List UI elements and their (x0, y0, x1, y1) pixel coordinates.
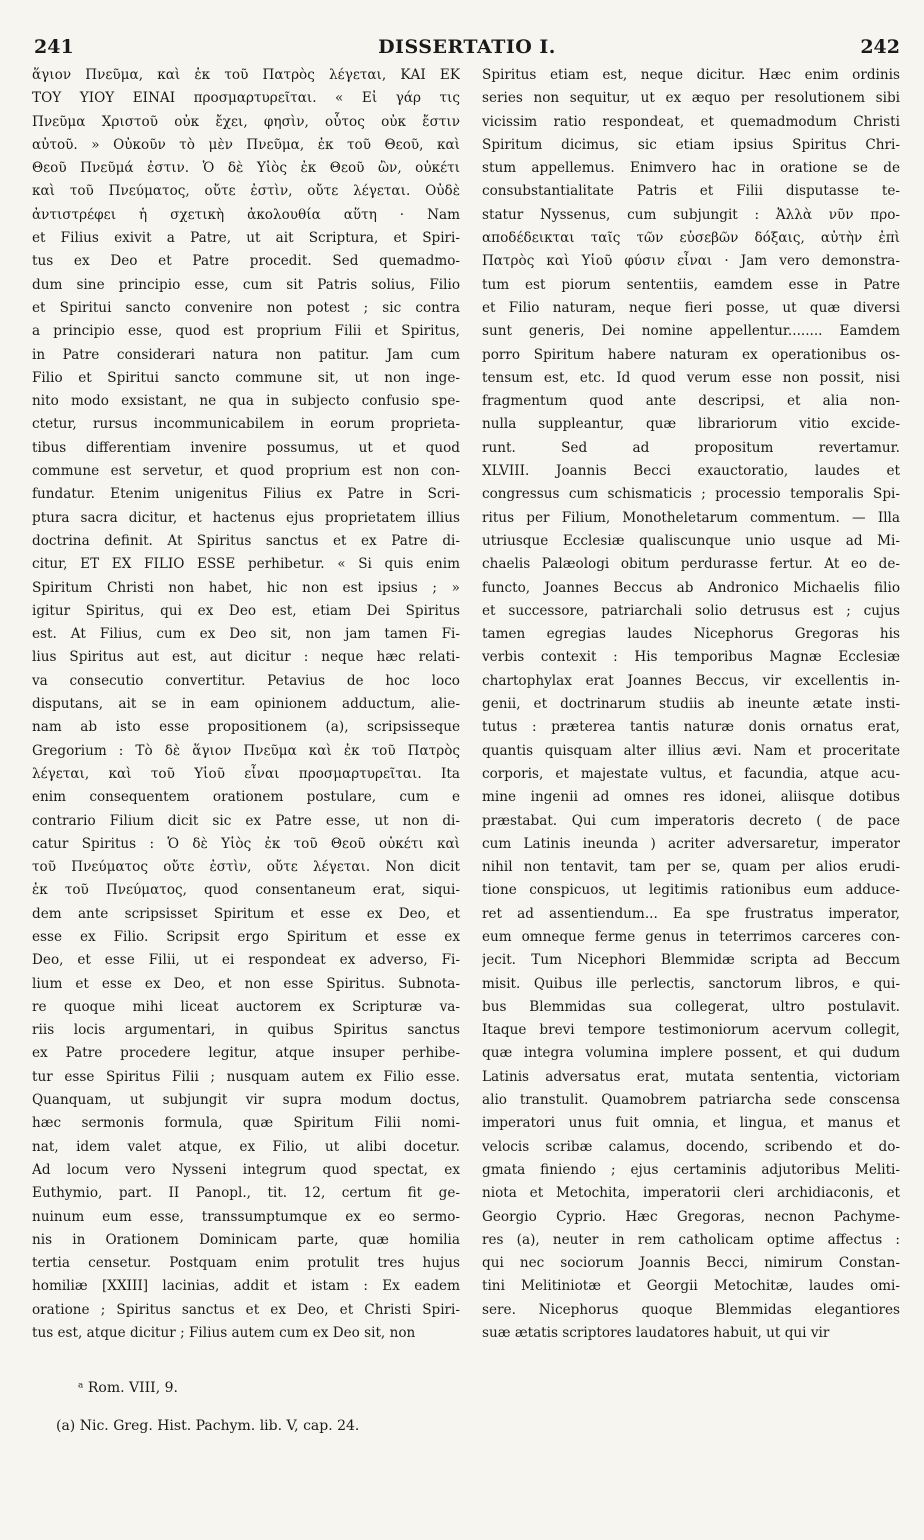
text-line: ἅγιον Πνεῦμα, καὶ ἐκ τοῦ Πατρὸς λέγεται, ΚΑΙ ΕΚ (32, 67, 460, 83)
text-line: est. At Filius, cum ex Deo sit, non jam tamen Fi- (32, 626, 460, 643)
text-line: tione conspicuos, ut legitimis rationibus eum adduce- (482, 882, 900, 899)
text-line: ritus per Filium, Monotheletarum commentum. — Illa (482, 509, 900, 526)
text-line: disputans, ait se in eam opinionem adductum, alie- (32, 696, 460, 713)
text-line: tini Melitiniotæ et Georgii Metochitæ, laudes omi- (482, 1278, 900, 1295)
text-line: citur, ET EX FILIO ESSE perhibetur. « Si quis enim (32, 556, 460, 573)
text-line: genii, et doctrinarum studiis ab ineunte ætate insti- (482, 696, 900, 713)
text-line: vicissim ratio respondeat, et quemadmodum Christi (482, 113, 900, 130)
text-line: tus ex Deo et Patre procedit. Sed quemadmo- (32, 253, 460, 270)
running-title: DISSERTATIO I. (378, 36, 556, 58)
left-text-column (32, 64, 460, 1345)
text-line: a principio esse, quod est proprium Filii et Spiritus, (32, 323, 460, 340)
text-line: oratione ; Spiritus sanctus et ex Deo, et Christi Spiri- (32, 1301, 460, 1318)
text-line: Spiritum Christi non habet, hic non est ipsius ; » (32, 579, 460, 596)
text-line: imperatori unus fuit omnia, et lingua, et manus et (482, 1115, 900, 1132)
text-line: fragmentum quod ante descripsi, et alia non- (482, 393, 900, 410)
text-line: nat, idem valet atque, ex Filio, ut alibi docetur. (32, 1138, 460, 1155)
text-line: τοῦ Πνεύματος οὔτε ἐστὶν, οὔτε λέγεται. Non dicit (32, 859, 460, 876)
text-line: et Filius exivit a Patre, ut ait Scriptura, et Spiri- (32, 230, 460, 247)
text-line: catur Spiritus : Ὁ δὲ Υἱὸς ἐκ τοῦ Θεοῦ οὐκέτι καὶ (32, 835, 460, 852)
footnote-source: (a) Nic. Greg. Hist. Pachym. lib. V, cap. 24. (56, 1418, 360, 1434)
text-line: Spiritum dicimus, sic etiam ipsius Spiritus Chri- (482, 136, 900, 153)
text-line: et Filio naturam, neque fieri posse, ut quæ diversi (482, 299, 900, 316)
text-line: ret ad assentiendum... Ea spe frustratus imperator, (482, 905, 900, 922)
text-line: et successore, patriarchali solio detrusus est ; cujus (482, 602, 900, 619)
text-line: XLVIII. Joannis Becci exauctoratio, laudes et (482, 463, 900, 480)
text-line: dum sine principio esse, cum sit Patris solius, Filio (32, 276, 460, 293)
text-line: ἐκ τοῦ Πνεύματος, quod consentaneum erat, siqui- (32, 882, 460, 899)
text-line: Deo, et esse Filii, ut ei respondeat ex adverso, Fi- (32, 952, 460, 969)
text-line: verbis contexit : His temporibus Magnæ Ecclesiæ (482, 649, 900, 666)
text-line: tertia censetur. Postquam enim protulit tres hujus (32, 1255, 460, 1272)
text-line: igitur Spiritus, qui ex Deo est, etiam Dei Spiritus (32, 602, 460, 619)
text-line: consubstantialitate Patris et Filii disputasse te- (482, 183, 900, 200)
text-line: Euthymio, part. II Panopl., tit. 12, certum fit ge- (32, 1185, 460, 1202)
text-line: in Patre considerari natura non patitur. Jam cum (32, 346, 460, 363)
text-line: utriusque Ecclesiæ qualiscunque unio usque ad Mi- (482, 532, 900, 549)
text-line: stum appellemus. Enimvero hac in oratione se de (482, 160, 900, 177)
text-line: Πνεῦμα Χριστοῦ οὐκ ἔχει, φησὶν, οὗτος οὐκ ἔστιν (32, 113, 460, 130)
text-line: qui nec sociorum Joannis Becci, nimirum Constan- (482, 1255, 900, 1272)
text-line: ptura sacra dicitur, et hactenus ejus proprietatem illius (32, 509, 460, 526)
text-line: statur Nyssenus, cum subjungit : Ἀλλὰ νῦν προ- (482, 206, 900, 223)
text-line: sunt generis, Dei nomine appellentur........ Eamdem (482, 323, 900, 340)
text-line: cum Latinis ineunda ) acriter adversaretur, imperator (482, 835, 900, 852)
text-line: tamen egregias laudes Nicephorus Gregoras his (482, 626, 900, 643)
text-line: Gregorium : Τὸ δὲ ἅγιον Πνεῦμα καὶ ἐκ τοῦ Πατρὸς (32, 742, 460, 759)
text-line: ex Patre procedere legitur, atque insuper perhibe- (32, 1045, 460, 1062)
text-line: καὶ τοῦ Πνεύματος, οὔτε ἐστὶν, οὔτε λέγεται. Οὐδὲ (32, 183, 460, 200)
text-line: re quoque mihi liceat auctorem ex Scripturæ va- (32, 998, 460, 1015)
text-line: Πατρὸς καὶ Υἱοῦ φύσιν εἶναι · Jam vero demonstra- (482, 253, 900, 270)
text-line: alio transtulit. Quamobrem patriarcha sede conscensa (482, 1092, 900, 1109)
text-line: λέγεται, καὶ τοῦ Υἱοῦ εἶναι προσμαρτυρεῖται. Ita (32, 765, 460, 782)
text-line: eum omneque ferme genus in teterrimos carceres con- (482, 928, 900, 945)
text-line: sere. Nicephorus quoque Blemmidas elegantiores (482, 1301, 900, 1318)
text-line: suæ ætatis scriptores laudatores habuit, ut qui vir (482, 1325, 830, 1342)
text-line: dem ante scripsisset Spiritum et esse ex Deo, et (32, 905, 460, 922)
text-line: ἀντιστρέφει ἡ σχετικὴ ἀκολουθία αὕτη · Nam (32, 206, 460, 223)
text-line: nam ab isto esse propositionem (a), scripsisseque (32, 719, 460, 736)
text-line: præstabat. Qui cum imperatoris decreto ( de pace (482, 812, 900, 829)
text-line: Ad locum vero Nysseni integrum quod spectat, ex (32, 1161, 460, 1178)
text-line: Spiritus etiam est, neque dicitur. Hæc enim ordinis (482, 67, 900, 83)
text-line: runt. Sed ad propositum revertamur. (482, 439, 900, 456)
text-line: porro Spiritum habere naturam ex operationibus os- (482, 346, 900, 363)
text-line: αὐτοῦ. » Οὐκοῦν τὸ μὲν Πνεῦμα, ἐκ τοῦ Θεοῦ, καὶ (32, 136, 460, 153)
text-line: homiliæ [XXIII] lacinias, addit et istam : Ex eadem (32, 1278, 460, 1295)
text-line: quæ integra volumina implere possent, et qui dudum (482, 1045, 900, 1062)
text-line: doctrina definit. At Spiritus sanctus et ex Patre di- (32, 532, 460, 549)
text-line: Itaque brevi tempore testimoniorum acervum collegit, (482, 1022, 900, 1039)
text-line: nihil non tentavit, tam per se, quam per alios erudi- (482, 859, 900, 876)
text-line: esse ex Filio. Scripsit ergo Spiritum et esse ex (32, 928, 460, 945)
text-line: tibus differentiam invenire possumus, ut et quod (32, 439, 460, 456)
text-line: functo, Joannes Beccus ab Andronico Michaelis filio (482, 579, 900, 596)
text-line: tus est, atque dicitur ; Filius autem cum ex Deo sit, non (32, 1325, 416, 1342)
text-line: tensum est, etc. Id quod verum esse non possit, nisi (482, 369, 900, 386)
right-text-column (482, 64, 900, 1345)
left-page-number: 241 (34, 36, 74, 58)
text-line: chaelis Palæologi obitum perdurasse fertur. At eo de- (482, 556, 900, 573)
text-line: mine ingenii ad omnes res idonei, aliisque dotibus (482, 789, 900, 806)
text-line: hæc sermonis formula, quæ Spiritum Filii nomi- (32, 1115, 460, 1132)
text-line: series non sequitur, ut ex æquo per resolutionem sibi (482, 90, 900, 107)
text-line: gmata finiendo ; ejus certaminis adjutoribus Meliti- (482, 1161, 900, 1178)
text-line: tur esse Spiritus Filii ; nusquam autem ex Filio esse. (32, 1068, 460, 1085)
text-line: Latinis adversatus erat, mutata sententia, victoriam (482, 1068, 900, 1085)
text-line: et Spiritui sancto convenire non potest ; sic contra (32, 299, 460, 316)
text-line: niota et Metochita, imperatorii cleri archidiaconis, et (482, 1185, 900, 1202)
text-line: lium et esse ex Deo, et non esse Spiritus. Subnota- (32, 975, 460, 992)
text-line: chartophylax erat Joannes Beccus, vir excellentis in- (482, 672, 900, 689)
right-page-number: 242 (860, 36, 900, 58)
text-line: Filio et Spiritui sancto commune sit, ut non inge- (32, 369, 460, 386)
text-line: Θεοῦ Πνεῦμά ἐστιν. Ὁ δὲ Υἱὸς ἐκ Θεοῦ ὢν, οὐκέτι (32, 160, 460, 177)
text-line: corporis, et majestate vultus, et facundia, atque acu- (482, 765, 900, 782)
text-line: nulla suppleantur, quæ librariorum vitio excide- (482, 416, 900, 433)
text-line: congressus cum schismaticis ; processio temporalis Spi- (482, 486, 900, 503)
text-line: αποδέδεικται ταῖς τῶν εὐσεβῶν δόξαις, αὐτὴν ἐπὶ (482, 230, 900, 247)
text-line: nuinum eum esse, transsumptumque ex eo sermo- (32, 1208, 460, 1225)
text-line: misit. Quibus ille perlectis, sanctorum libros, e qui- (482, 975, 900, 992)
text-line: nis in Orationem Dominicam parte, quæ homilia (32, 1231, 460, 1248)
text-line: Georgio Cyprio. Hæc Gregoras, necnon Pachyme- (482, 1208, 900, 1225)
text-line: quantis quisquam alter illius ævi. Nam et proceritate (482, 742, 900, 759)
text-line: fundatur. Etenim unigenitus Filius ex Patre in Scri- (32, 486, 460, 503)
page-header (34, 36, 900, 62)
text-line: commune est servetur, et quod proprium est non con- (32, 463, 460, 480)
text-line: riis locis argumentari, in quibus Spiritus sanctus (32, 1022, 460, 1039)
text-line: velocis scribæ calamus, docendo, scribendo et do- (482, 1138, 900, 1155)
footnote-scripture: ᵃ Rom. VIII, 9. (78, 1380, 178, 1396)
text-line: va consecutio convertitur. Petavius de hoc loco (32, 672, 460, 689)
text-line: tutus : præterea tantis naturæ donis ornatus erat, (482, 719, 900, 736)
text-line: tum est piorum sententiis, eamdem esse in Patre (482, 276, 900, 293)
text-line: res (a), neuter in rem catholicam optime affectus : (482, 1231, 900, 1248)
text-line: contrario Filium dicit sic ex Patre esse, ut non di- (32, 812, 460, 829)
text-line: lius Spiritus aut est, aut dicitur : neque hæc relati- (32, 649, 460, 666)
text-line: jecit. Tum Nicephori Blemmidæ scripta ad Beccum (482, 952, 900, 969)
text-line: enim consequentem orationem postulare, cum e (32, 789, 460, 806)
text-line: ΤΟΥ ΥΙΟΥ ΕΙΝΑΙ προσμαρτυρεῖται. « Εἰ γάρ τις (32, 90, 460, 107)
text-line: bus Blemmidas sua collegerat, ultro postulavit. (482, 998, 900, 1015)
text-line: nito modo exsistant, ne qua in subjecto confusio spe- (32, 393, 460, 410)
text-line: Quanquam, ut subjungit vir supra modum doctus, (32, 1092, 460, 1109)
text-line: ctetur, rursus incommunicabilem in eorum proprieta- (32, 416, 460, 433)
